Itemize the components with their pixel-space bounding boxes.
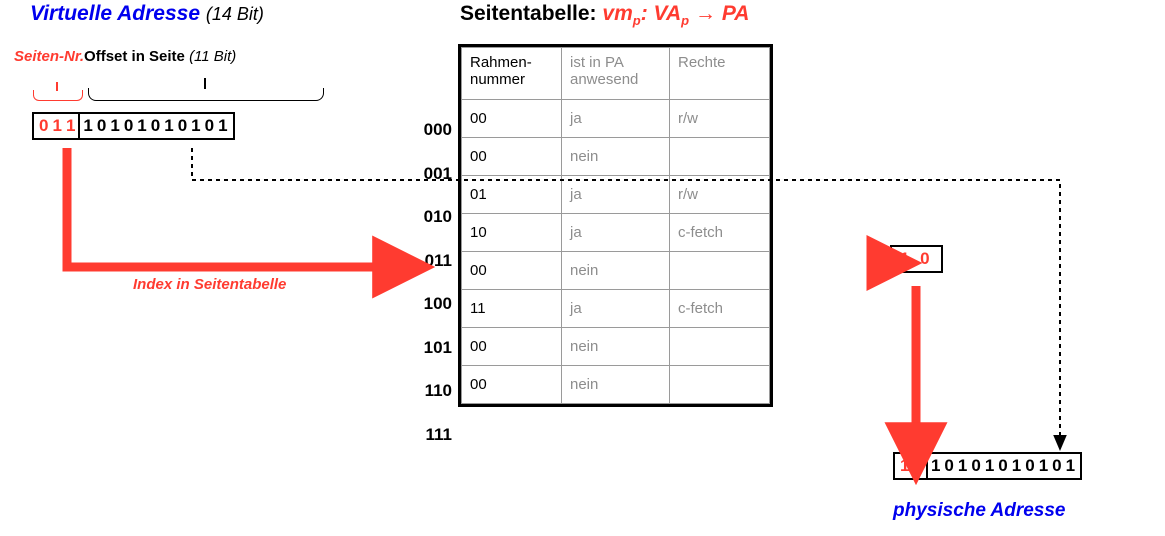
cell-frame: 00 [462, 138, 562, 176]
cell-present: nein [562, 366, 670, 404]
virtual-address-subtitle [14, 48, 236, 65]
va-page-bit-0: 0 [39, 116, 49, 135]
pa-offset-bit-7: 0 [1025, 456, 1035, 475]
row-index-110: 110 [424, 381, 452, 400]
pa-frame-bit-1: 0 [913, 456, 923, 475]
physical-address-label: physische Adresse [893, 500, 1066, 521]
row-index-111: 111 [425, 425, 452, 444]
pa-offset-bit-1: 0 [944, 456, 954, 475]
cell-frame: 10 [462, 214, 562, 252]
cell-present: nein [562, 328, 670, 366]
frame-number-result-box: 1 0 [890, 245, 943, 273]
virtual-address-title-text: Virtuelle Adresse [30, 2, 201, 25]
va-offset-bit-1: 0 [96, 116, 107, 135]
cell-frame: 11 [462, 290, 562, 328]
va-offset-bit-7: 0 [177, 116, 188, 135]
vm-text: vm [602, 2, 633, 25]
pa-offset-bit-4: 1 [984, 456, 995, 475]
cell-present: nein [562, 138, 670, 176]
row-index-101: 101 [423, 338, 452, 357]
virtual-address-bit-count: (14 Bit) [205, 4, 264, 24]
page-table [458, 44, 773, 407]
va-page-bit-2: 1 [65, 116, 76, 135]
page-number-brace-tick [56, 82, 58, 91]
cell-present: ja [562, 100, 670, 138]
page-number-label: Seiten-Nr. [14, 48, 85, 65]
offset-brace [88, 88, 324, 101]
cell-rights: r/w [670, 176, 770, 214]
pa-offset-bit-0: 1 [930, 456, 941, 475]
va-offset-bit-2: 1 [110, 116, 120, 135]
header-frame-number [462, 48, 562, 100]
pa-offset-bit-10: 1 [1065, 456, 1076, 475]
page-number-to-table-arrow [67, 148, 392, 267]
pa-offset-bit-6: 1 [1011, 456, 1022, 475]
pa-divider [926, 454, 928, 478]
va-sub: p [681, 13, 690, 29]
cell-frame: 00 [462, 328, 562, 366]
pa-offset-bit-5: 0 [998, 456, 1008, 475]
index-in-page-table-label: Index in Seitentabelle [133, 276, 287, 293]
table-row [462, 252, 770, 290]
va-offset-bit-10: 1 [218, 116, 228, 135]
table-row [462, 290, 770, 328]
cell-rights [670, 366, 770, 404]
pa-frame-bit-0: 1 [900, 456, 910, 475]
page-table-title-va [653, 2, 690, 29]
page-table-header-row [462, 48, 770, 100]
va-text: VA [653, 2, 682, 25]
row-index-011: 011 [424, 251, 452, 270]
va-offset-bit-8: 1 [191, 116, 201, 135]
va-divider [78, 114, 80, 138]
page-table-grid [461, 47, 770, 404]
row-index-010: 010 [423, 207, 452, 226]
page-table-title-vm [602, 2, 641, 29]
va-offset-bit-3: 0 [123, 116, 134, 135]
cell-frame: 01 [462, 176, 562, 214]
va-offset-bit-6: 1 [164, 116, 174, 135]
row-index-100: 100 [423, 294, 452, 313]
table-row [462, 214, 770, 252]
pa-offset-bit-8: 1 [1038, 456, 1049, 475]
table-row [462, 328, 770, 366]
va-page-bit-1: 1 [52, 116, 62, 135]
pa-offset-bit-3: 0 [971, 456, 981, 475]
header-present-line1: ist in PA [570, 54, 624, 71]
cell-rights [670, 252, 770, 290]
header-rights [670, 48, 770, 100]
pa-offset-bit-9: 0 [1052, 456, 1062, 475]
table-row [462, 366, 770, 404]
header-present [562, 48, 670, 100]
page-table-title-arrow: → [694, 2, 716, 25]
page-table-title [460, 2, 749, 28]
header-frame-number-line2: nummer [470, 71, 526, 88]
cell-frame: 00 [462, 252, 562, 290]
physical-address-bits-box [893, 452, 1082, 480]
table-row [462, 100, 770, 138]
cell-frame: 00 [462, 366, 562, 404]
cell-present: ja [562, 290, 670, 328]
page-table-title-colon: : [640, 2, 648, 25]
va-offset-bit-5: 0 [150, 116, 161, 135]
cell-frame: 00 [462, 100, 562, 138]
cell-present: ja [562, 214, 670, 252]
header-frame-number-line1: Rahmen- [470, 54, 532, 71]
offset-bit-count: (11 Bit) [189, 48, 237, 65]
pa-offset-bit-2: 1 [957, 456, 968, 475]
table-row [462, 138, 770, 176]
va-offset-bit-4: 1 [137, 116, 147, 135]
va-offset-bit-9: 0 [204, 116, 215, 135]
table-row [462, 176, 770, 214]
cell-rights: c-fetch [670, 214, 770, 252]
page-number-brace [33, 90, 83, 101]
header-present-line2: anwesend [570, 71, 639, 88]
cell-rights [670, 328, 770, 366]
virtual-address-title [30, 2, 264, 26]
vm-sub: p [632, 13, 641, 29]
cell-present: nein [562, 252, 670, 290]
page-table-title-prefix: Seitentabelle: [460, 2, 597, 25]
virtual-address-bits-box [32, 112, 235, 140]
cell-rights: r/w [670, 100, 770, 138]
header-rights-line1: Rechte [678, 54, 726, 71]
row-index-000: 000 [423, 120, 452, 139]
offset-brace-tick [204, 78, 206, 89]
cell-rights [670, 138, 770, 176]
offset-label: Offset in Seite [84, 48, 185, 65]
va-offset-bit-0: 1 [83, 116, 93, 135]
cell-present: ja [562, 176, 670, 214]
cell-rights: c-fetch [670, 290, 770, 328]
row-index-001: 001 [423, 164, 452, 183]
page-table-title-pa: PA [721, 2, 750, 25]
